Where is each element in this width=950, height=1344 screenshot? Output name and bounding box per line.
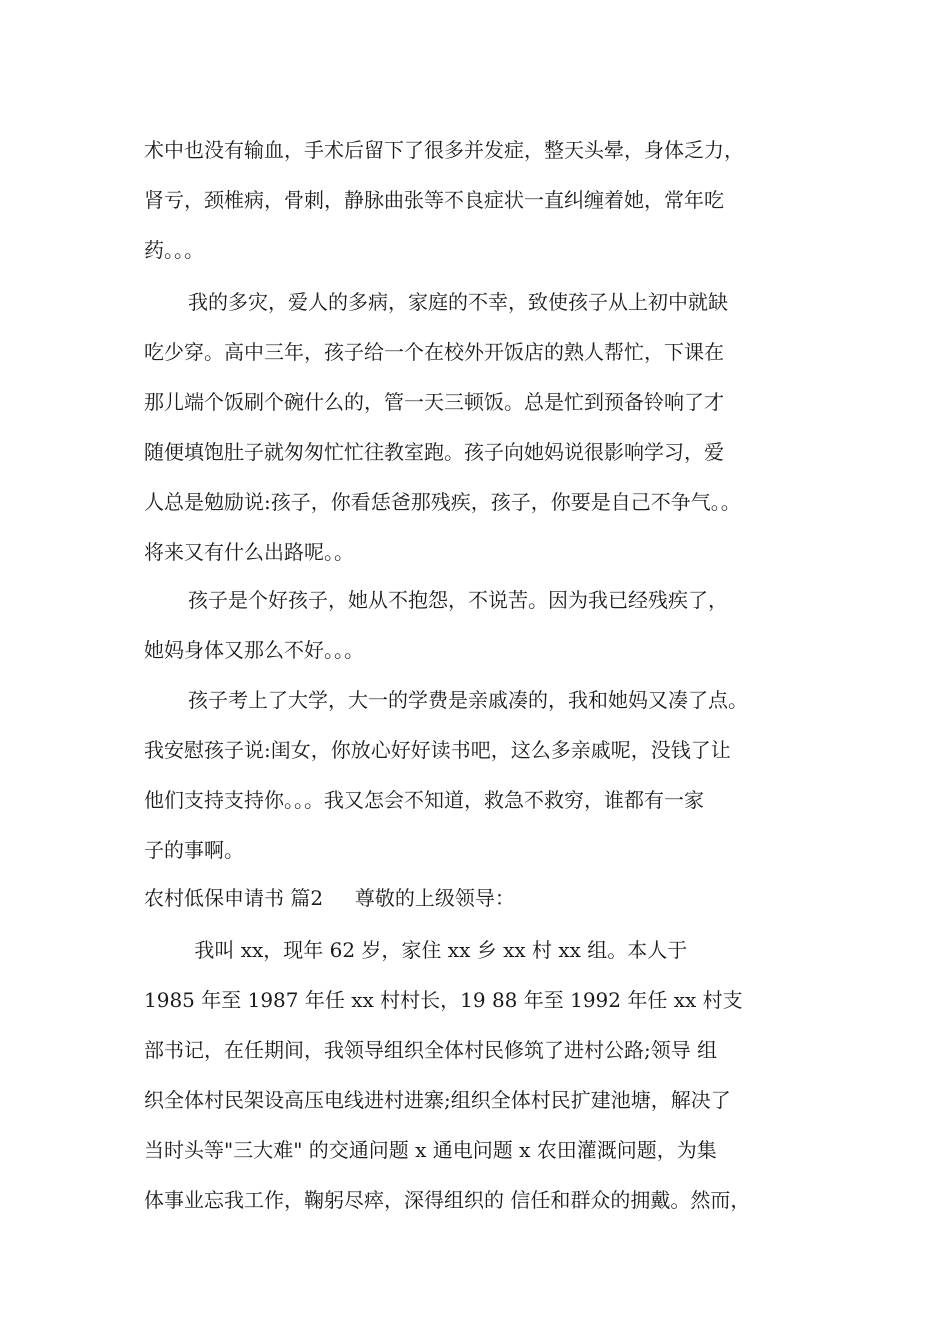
paragraph-first-line: 我叫 xx，现年 62 岁，家住 xx 乡 xx 村 xx 组。本人于 [188, 938, 688, 962]
text-line: 部书记，在任期间，我领导组织全体村民修筑了进村公路;领导 组 [144, 1038, 718, 1062]
text-line: 将来又有什么出路呢。。 [144, 540, 354, 564]
paragraph-first-line: 孩子考上了大学，大一的学费是亲戚凑的，我和她妈又凑了点。 [188, 688, 748, 712]
text-line: 体事业忘我工作，鞠躬尽瘁，深得组织的 信任和群众的拥戴。然而， [144, 1188, 751, 1212]
text-line: 药。。。 [144, 238, 204, 262]
text-line: 织全体村民架设高压电线进村进寨;组织全体村民扩建池塘，解决了 [144, 1088, 731, 1112]
text-line: 肾亏，颈椎病，骨刺，静脉曲张等不良症状一直纠缠着她，常年吃 [144, 188, 724, 212]
text-line: 术中也没有输血，手术后留下了很多并发症，整天头晕，身体乏力， [144, 138, 744, 162]
text-line: 那儿端个饭刷个碗什么的，管一天三顿饭。总是忙到预备铃响了才 [144, 390, 724, 414]
text-line: 他们支持支持你。。。我又怎会不知道，救急不救穷，谁都有一家 [144, 788, 704, 812]
text-line: 随便填饱肚子就匆匆忙忙往教室跑。孩子向她妈说很影响学习，爱 [144, 440, 724, 464]
text-line: 吃少穿。高中三年，孩子给一个在校外开饭店的熟人帮忙，下课在 [144, 340, 724, 364]
text-line: 她妈身体又那么不好。。。 [144, 638, 364, 662]
text-line: 人总是勉励说:孩子，你看恁爸那残疾，孩子，你要是自己不争气。。 [144, 490, 741, 514]
paragraph-first-line: 我的多灾，爱人的多病，家庭的不幸，致使孩子从上初中就缺 [188, 290, 728, 314]
text-line: 子的事啊。 [144, 838, 244, 862]
text-line: 1985 年至 1987 年任 xx 村村长，19 88 年至 1992 年任 xx 村支 [144, 988, 743, 1012]
text-line: 我安慰孩子说:闺女，你放心好好读书吧，这么多亲戚呢，没钱了让 [144, 738, 731, 762]
section-heading: 农村低保申请书 篇2 尊敬的上级领导： [144, 886, 515, 910]
text-line: 当时头等"三大难" 的交通问题 x 通电问题 x 农田灌溉问题，为集 [144, 1138, 717, 1162]
paragraph-first-line: 孩子是个好孩子，她从不抱怨，不说苦。因为我已经残疾了， [188, 588, 728, 612]
